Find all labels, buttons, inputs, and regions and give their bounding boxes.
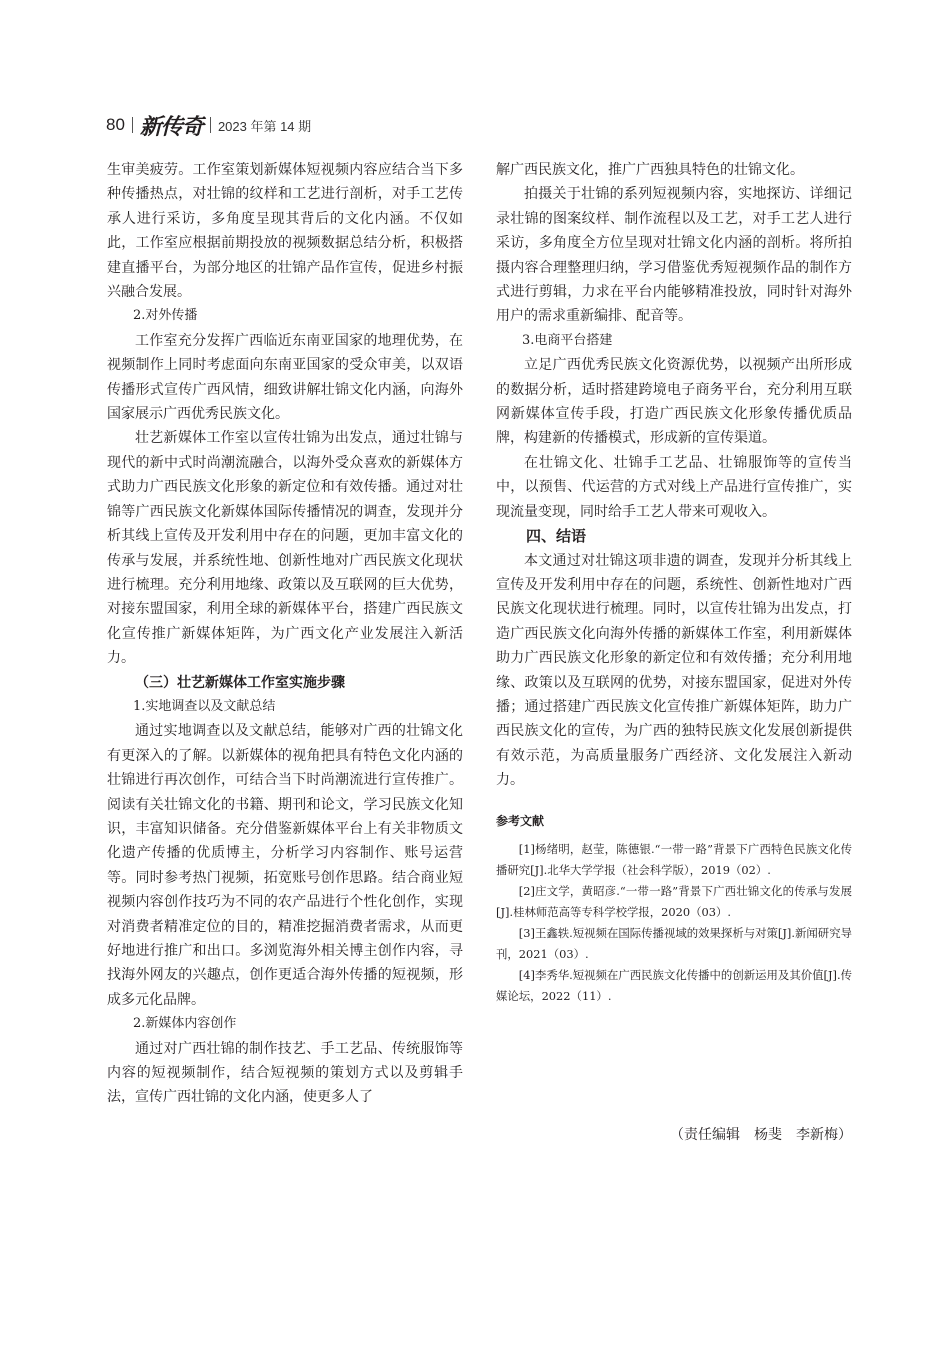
page-header [106, 110, 311, 140]
paragraph: 通过对广西壮锦的制作技艺、手工艺品、传统服饰等内容的短视频制作，结合短视频的策划方式以及剪辑手法，宣传广西壮锦的文化内涵，使更多人了 [107, 1040, 463, 1106]
reference-item: [3]王鑫轶.短视频在国际传播视域的效果探析与对策[J].新闻研究导刊，2021（03）. [496, 925, 852, 961]
left-column [107, 158, 463, 1110]
paragraph: 壮艺新媒体工作室以宣传壮锦为出发点，通过壮锦与现代的新中式时尚潮流融合，以海外受众喜欢的新媒体方式助力广西民族文化形象的新定位和有效传播。通过对壮锦等广西民族文化新媒体国际传播情况的调查，发现并分析其线上宣传及开发利用中存在的问题，更加丰富文化的传承与发展，并系统性地、创新性地对广西民族文化现状进行梳理。充分利用地缘、政策以及互联网的巨大优势，对接东盟国家，利用全球的新媒体平台，搭建广西民族文化宣传推广新媒体矩阵，为广西文化产业发展注入新活力。 [107, 430, 463, 667]
subheading: 2.对外传播 [133, 308, 198, 324]
paragraph: 工作室充分发挥广西临近东南亚国家的地理优势，在视频制作上同时考虑面向东南亚国家的受众审美，以双语传播形式宣传广西风情，细致讲解壮锦文化内涵，向海外国家展示广西优秀民族文化。 [107, 332, 463, 423]
page-number: 80 [106, 115, 125, 134]
paragraph: 立足广西优秀民族文化资源优势，以视频产出所形成的数据分析，适时搭建跨境电子商务平台，充分利用互联网新媒体宣传手段，打造广西民族文化形象传播优质品牌，构建新的传播模式，形成新的宣传渠道。 [496, 357, 852, 447]
responsible-editor: （责任编辑 杨斐 李新梅） [670, 1127, 852, 1143]
paragraph: 通过实地调查以及文献总结，能够对广西的壮锦文化有更深入的了解。以新媒体的视角把具有特色文化内涵的壮锦进行再次创作，可结合当下时尚潮流进行宣传推广。阅读有关壮锦文化的书籍、期刊和论文，学习民族文化知识，丰富知识储备。充分借鉴新媒体平台上有关非物质文化遗产传播的优质博主，分析学习内容制作、账号运营等。同时参考热门视频，拓宽账号创作思路。结合商业短视频内容创作技巧为不同的农产品进行个性化创作，实现对消费者精准定位的目的，精准挖掘消费者需求，从而更好地进行推广和出口。多浏览海外相关博主创作内容，寻找海外网友的兴趣点，创作更适合海外传播的短视频，形成多元化品牌。 [107, 723, 463, 1008]
right-column [496, 158, 852, 1007]
section-heading-conclusion: 四、结语 [526, 527, 587, 546]
divider [132, 117, 133, 133]
paragraph: 在壮锦文化、壮锦手工艺品、壮锦服饰等的宣传当中，以预售、代运营的方式对线上产品进行宣传推广，实现流量变现，同时给手工艺人带来可观收入。 [496, 454, 852, 520]
reference-item: [1]杨绪明，赵莹，陈德银.“一带一路”背景下广西特色民族文化传播研究[J].北华大学学报（社会科学版），2019（02）. [496, 841, 852, 877]
divider [210, 117, 211, 133]
reference-item: [4]李秀华.短视频在广西民族文化传播中的创新运用及其价值[J].传媒论坛，2022（11）. [496, 967, 852, 1003]
paragraph: 本文通过对壮锦这项非遗的调查，发现并分析其线上宣传及开发利用中存在的问题，系统性、创新性地对广西民族文化现状进行梳理。同时，以宣传壮锦为出发点，打造广西民族文化向海外传播的新媒体工作室，利用新媒体助力广西民族文化形象的新定位和有效传播；充分利用地缘、政策以及互联网的优势，对接东盟国家，促进对外传播；通过搭建广西民族文化宣传推广新媒体矩阵，助力广西民族文化的宣传，为广西的独特民族文化发展创新提供有效示范，为高质量服务广西经济、文化发展注入新动力。 [496, 552, 852, 789]
paragraph: 拍摄关于壮锦的系列短视频内容，实地探访、详细记录壮锦的图案纹样、制作流程以及工艺，对手工艺人进行采访，多角度全方位呈现对壮锦文化内涵的剖析。将所拍摄内容合理整理归纳，学习借鉴优秀短视频作品的制作方式进行剪辑，力求在平台内能够精准投放，同时针对海外用户的需求重新编排、配音等。 [496, 186, 852, 325]
subheading: 3.电商平台搭建 [522, 332, 613, 348]
journal-logo: 新传奇 [139, 114, 203, 140]
subheading: 1.实地调查以及文献总结 [133, 698, 276, 714]
references-title: 参考文献 [496, 813, 545, 828]
section-heading: （三）壮艺新媒体工作室实施步骤 [135, 674, 345, 691]
paragraph: 生审美疲劳。工作室策划新媒体短视频内容应结合当下多种传播热点，对壮锦的纹样和工艺进行剖析，对手工艺传承人进行采访，多角度呈现其背后的文化内涵。不仅如此，工作室应根据前期投放的视频数据总结分析，积极搭建直播平台，为部分地区的壮锦产品作宣传，促进乡村振兴融合发展。 [107, 162, 463, 301]
subheading: 2.新媒体内容创作 [133, 1016, 237, 1032]
reference-item: [2]庄文学，黄昭彦.“一带一路”背景下广西壮锦文化的传承与发展[J].桂林师范高等专科学校学报，2020（03）. [496, 883, 852, 919]
issue-label: 2023 年第 14 期 [217, 118, 312, 134]
paragraph: 解广西民族文化，推广广西独具特色的壮锦文化。 [496, 162, 804, 178]
